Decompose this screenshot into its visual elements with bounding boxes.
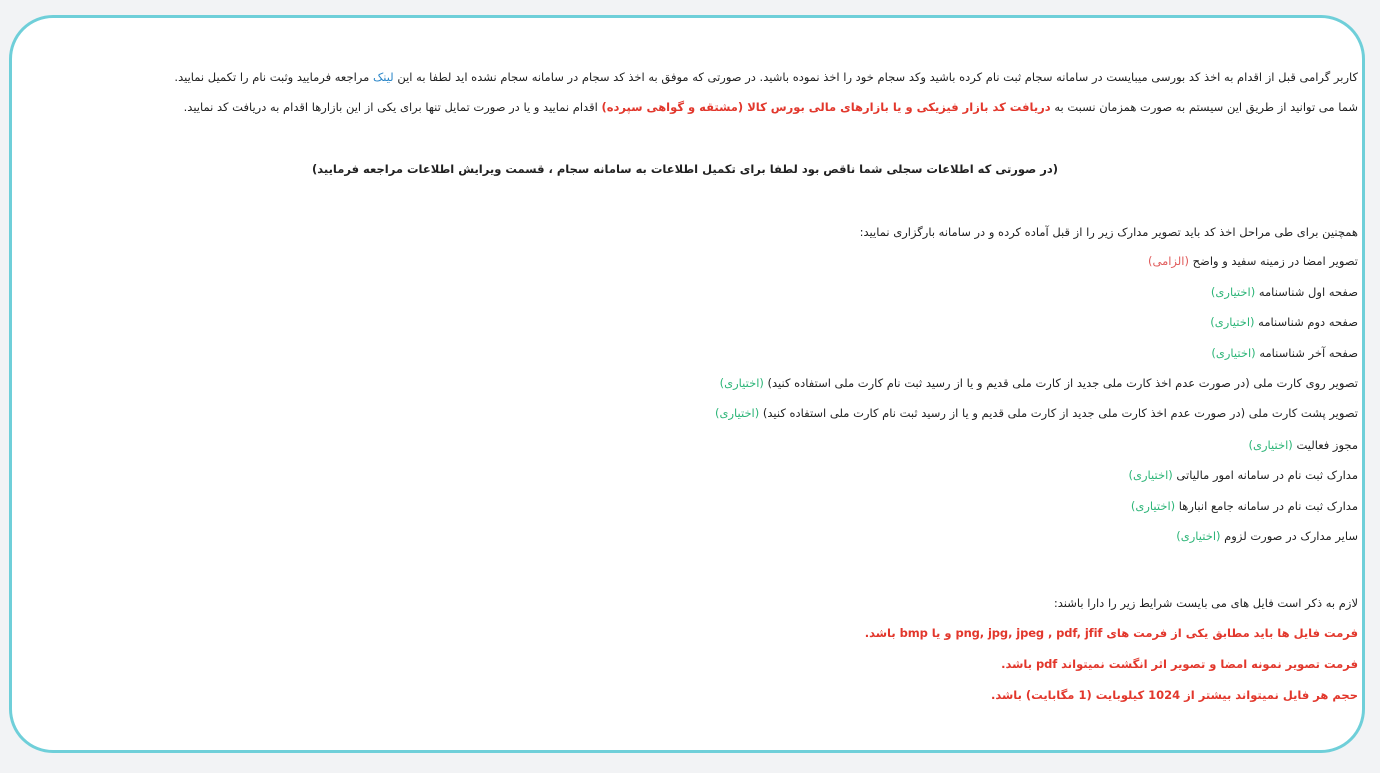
intro-line-1: [174, 68, 1358, 86]
intro-text-2a: شما می توانید از طریق این سیستم به صورت همزمان نسبت به: [1054, 100, 1358, 114]
document-item: [1249, 436, 1359, 454]
document-item-text: تصویر امضا در زمینه سفید و واضح: [1192, 254, 1358, 268]
document-item-text: صفحه آخر شناسنامه: [1259, 346, 1358, 360]
required-badge: (الزامی): [1148, 254, 1189, 268]
document-item: [1131, 497, 1358, 515]
sejam-link[interactable]: لینک: [372, 70, 394, 84]
condition-rule-formats: فرمت فایل ها باید مطابق یکی از فرمت های png, jpg, jpeg , pdf, jfif و یا bmp باشد.: [864, 626, 1358, 640]
document-item: [1128, 466, 1358, 484]
optional-badge: (اختیاری): [1248, 438, 1293, 452]
instructions-panel: [12, 18, 1358, 756]
document-item-text: مدارک ثبت نام در سامانه امور مالیاتی: [1176, 468, 1358, 482]
document-item: [720, 374, 1358, 392]
document-item-text: صفحه دوم شناسنامه: [1258, 315, 1358, 329]
document-item-text: صفحه اول شناسنامه: [1258, 285, 1358, 299]
intro-text-1b: مراجعه فرمایید وثبت نام را تکمیل نمایید.: [174, 70, 370, 84]
optional-badge: (اختیاری): [714, 406, 760, 420]
document-item-text: تصویر روی کارت ملی (در صورت عدم اخذ کارت ملی جدید از کارت ملی قدیم و یا از رسید ثبت نام کارت ملی استفاده کنید): [767, 376, 1358, 390]
document-item: [1211, 344, 1358, 362]
optional-badge: (اختیاری): [1176, 529, 1221, 543]
intro-text-2b: اقدام نمایید و یا در صورت تمایل تنها برای یکی از این بازارها اقدام به دریافت کد نمایید.: [183, 100, 598, 114]
optional-badge: (اختیاری): [1210, 285, 1256, 299]
optional-badge: (اختیاری): [719, 376, 764, 390]
document-item-text: مجوز فعالیت: [1296, 438, 1358, 452]
condition-rule-signature: فرمت تصویر نمونه امضا و تصویر اثر انگشت نمیتواند pdf باشد.: [1001, 657, 1358, 671]
document-item: [1211, 283, 1358, 301]
scroll-indicator: [702, 750, 710, 753]
markets-highlight: دریافت کد بازار فیزیکی و یا بازارهای مالی بورس کالا (مشتقه و گواهی سپرده): [601, 100, 1051, 114]
optional-badge: (اختیاری): [1130, 499, 1176, 513]
optional-badge: (اختیاری): [1128, 468, 1173, 482]
document-item: [1148, 252, 1358, 270]
document-item: [1176, 527, 1358, 545]
document-item-text: سایر مدارک در صورت لزوم: [1224, 529, 1358, 543]
document-item-text: مدارک ثبت نام در سامانه جامع انبارها: [1178, 499, 1358, 513]
conditions-heading: لازم به ذکر است فایل های می بایست شرایط زیر را دارا باشند:: [1053, 596, 1358, 610]
content-card: [9, 15, 1365, 753]
condition-rule-size: حجم هر فایل نمیتواند بیشتر از 1024 کیلوبایت (1 مگابایت) باشد.: [990, 688, 1358, 702]
intro-line-2: [184, 98, 1358, 116]
optional-badge: (اختیاری): [1210, 315, 1255, 329]
optional-badge: (اختیاری): [1211, 346, 1256, 360]
documents-heading: همچنین برای طی مراحل اخذ کد باید تصویر مدارک زیر را از قبل آماده کرده و در سامانه بارگزاری نمایید:: [859, 225, 1358, 239]
intro-text-1a: کاربر گرامی قبل از اقدام به اخذ کد بورسی میبایست در سامانه سجام ثبت نام کرده باشید وکد سجام خود را اخذ نموده باشید. در صورتی که موفق به اخذ کد سجام در سامانه سجام نشده اید لطفا به این: [397, 70, 1358, 84]
document-item: [715, 404, 1358, 422]
sejam-notice: (در صورتی که اطلاعات سجلی شما ناقص بود لطفا برای تکمیل اطلاعات به سامانه سجام ، قسمت ویرایش اطلاعات مراجعه فرمایید): [311, 162, 1059, 176]
document-item-text: تصویر پشت کارت ملی (در صورت عدم اخذ کارت ملی جدید از کارت ملی قدیم و یا از رسید ثبت نام کارت ملی استفاده کنید): [762, 406, 1358, 420]
document-item: [1210, 313, 1358, 331]
